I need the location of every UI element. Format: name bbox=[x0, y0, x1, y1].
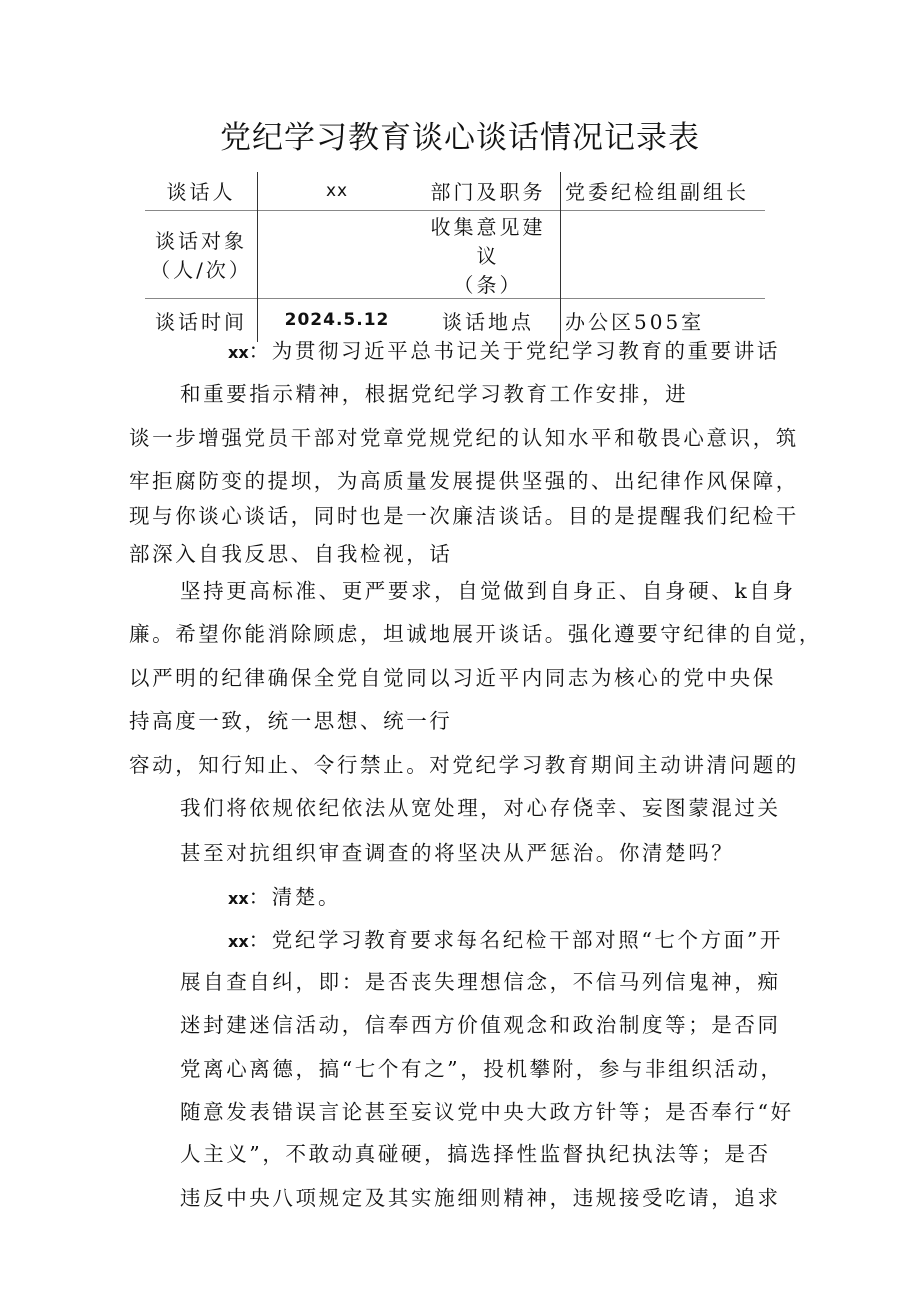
paragraph-line: 以严明的纪律确保全党自觉同以习近平内同志为核心的党中央保 bbox=[129, 666, 776, 690]
value-department: 党委纪检组副组长 bbox=[565, 180, 749, 205]
value-time: 2024.5.12 bbox=[284, 310, 390, 331]
info-table bbox=[145, 172, 765, 342]
label-interviewee-line1: 谈话对象 bbox=[155, 229, 247, 253]
label-department: 部门及职务 bbox=[416, 172, 561, 210]
paragraph-line: 展自查自纠，即：是否丧失理想信念，不信马列信鬼神，痴 bbox=[180, 970, 781, 994]
paragraph-line: 容动，知行知止、令行禁止。对党纪学习教育期间主动讲清问题的 bbox=[129, 753, 799, 777]
paragraph-line: 谈一步增强党员干部对党章党规党纪的认知水平和敬畏心意识，筑 bbox=[129, 426, 799, 450]
value-suggestions bbox=[561, 210, 766, 298]
page-title: 党纪学习教育谈心谈话情况记录表 bbox=[220, 120, 700, 156]
speaker-label: xx bbox=[228, 343, 249, 362]
label-suggestions-line2: （条） bbox=[453, 272, 523, 297]
paragraph-line: 甚至对抗组织审查调查的将坚决从严惩治。你清楚吗？ bbox=[180, 841, 735, 865]
paragraph-line: 坚持更高标准、更严要求，自觉做到自身正、自身硬、k自身 bbox=[180, 579, 796, 603]
line-text: ：党纪学习教育要求每名纪检干部对照“七个方面”开 bbox=[248, 928, 783, 952]
line-text: ：清楚。 bbox=[248, 885, 342, 909]
paragraph-line: 人主义”，不敢动真碰硬，搞选择性监督执纪执法等；是否 bbox=[180, 1142, 771, 1166]
label-interviewee-line2: （人/次） bbox=[150, 258, 252, 282]
label-location: 谈话地点 bbox=[416, 298, 561, 342]
label-suggestions bbox=[416, 210, 561, 298]
speaker-label: xx bbox=[228, 889, 249, 908]
value-interviewee bbox=[258, 210, 417, 298]
speaker-label: xx bbox=[228, 932, 249, 951]
paragraph-line bbox=[228, 883, 341, 913]
value-location: 办公区505室 bbox=[565, 309, 705, 334]
label-time: 谈话时间 bbox=[145, 298, 258, 342]
label-suggestions-line1: 收集意见建议 bbox=[430, 214, 546, 268]
paragraph-line: 持高度一致，统一思想、统一行 bbox=[129, 709, 453, 733]
line-text: ：为贯彻习近平总书记关于党纪学习教育的重要讲话 bbox=[248, 339, 780, 363]
paragraph-line: 现与你谈心谈话，同时也是一次廉洁谈话。目的是提醒我们纪检干 bbox=[129, 504, 799, 528]
paragraph-line bbox=[228, 337, 780, 367]
paragraph-line: 廉。希望你能消除顾虑，坦诚地展开谈话。强化遵要守纪律的自觉， bbox=[129, 622, 822, 646]
paragraph-line: 部深入自我反思、自我检视，话 bbox=[129, 542, 453, 566]
value-interviewer: xx bbox=[325, 180, 349, 201]
paragraph-line: 违反中央八项规定及其实施细则精神，违规接受吃请，追求 bbox=[180, 1186, 781, 1210]
paragraph-line: 我们将依规依纪依法从宽处理，对心存侥幸、妄图蒙混过关 bbox=[180, 796, 781, 820]
paragraph-line: 党离心离德，搞“七个有之”，投机攀附，参与非组织活动， bbox=[180, 1057, 784, 1081]
label-interviewee bbox=[145, 210, 258, 298]
paragraph-line: 和重要指示精神，根据党纪学习教育工作安排，进 bbox=[180, 382, 689, 406]
label-interviewer: 谈话人 bbox=[145, 172, 258, 210]
paragraph-line: 迷封建迷信活动，信奉西方价值观念和政治制度等；是否同 bbox=[180, 1013, 781, 1037]
paragraph-line bbox=[228, 926, 783, 956]
paragraph-line: 牢拒腐防变的提坝，为高质量发展提供坚强的、出纪律作风保障， bbox=[129, 469, 799, 493]
paragraph-line: 随意发表错误言论甚至妄议党中央大政方针等；是否奉行“好 bbox=[180, 1100, 794, 1124]
